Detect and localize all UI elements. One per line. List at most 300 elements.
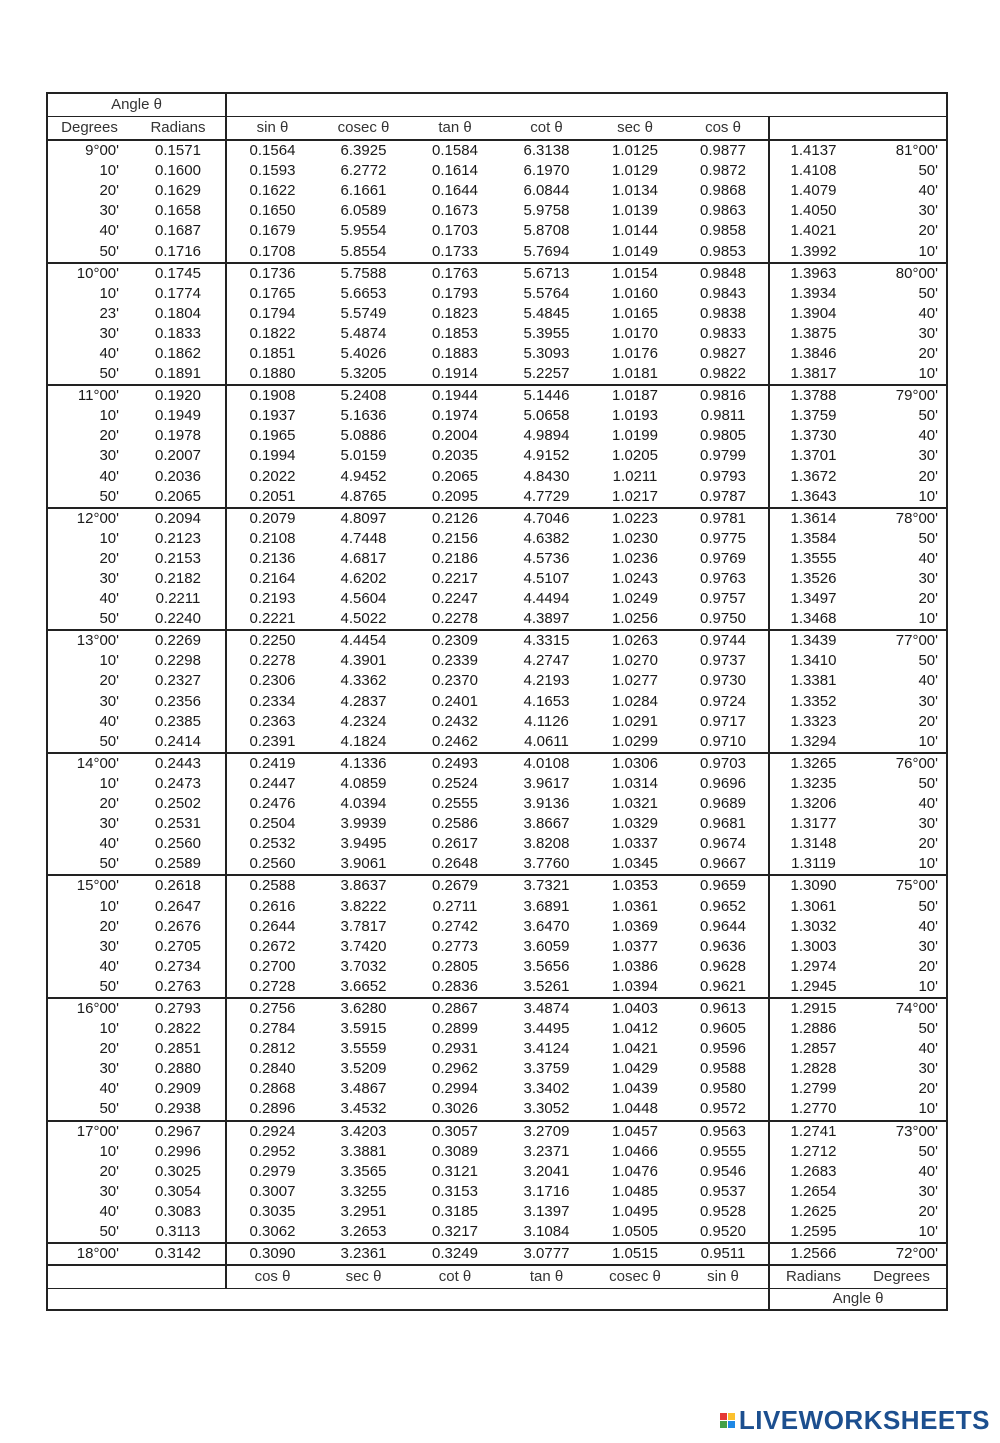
cell-sin: 0.2728: [249, 977, 296, 995]
header-col-cot: cot θ: [501, 117, 592, 141]
cell-tan: 0.2126: [409, 508, 501, 529]
cell-radians: 0.2676: [131, 917, 226, 937]
brand-logo: [720, 1404, 990, 1435]
cell-comp-degrees: 40': [918, 917, 938, 935]
cell-sec: 1.0176: [612, 344, 658, 362]
cell-cos: 0.9520: [678, 1222, 769, 1243]
table-row: [47, 364, 947, 385]
cell-comp-radians: 1.3672: [790, 467, 837, 485]
cell-tan: 0.2370: [432, 672, 478, 690]
cell-comp-radians: 1.3294: [790, 732, 837, 750]
cell-radians: 0.3054: [131, 1182, 226, 1202]
header-columns-row: [47, 117, 947, 141]
cell-cosec: 3.4867: [340, 1080, 387, 1098]
cell-comp-degrees: 20': [918, 344, 938, 362]
cell-comp-radians: 1.2945: [790, 977, 837, 995]
cell-cosec: 5.4874: [340, 324, 387, 342]
cell-cosec: 6.1661: [340, 182, 387, 200]
cell-degrees: 30': [99, 202, 119, 220]
table-row: [47, 834, 947, 854]
cell-comp-radians: 1.2799: [790, 1080, 837, 1098]
cell-cot: 4.2193: [523, 672, 570, 690]
cell-degrees: 40': [99, 222, 119, 240]
cell-cos: 0.9644: [678, 917, 769, 937]
cell-cot: 5.9758: [523, 202, 570, 220]
table-row: [47, 529, 947, 549]
cell-radians: 0.2153: [131, 549, 226, 569]
cell-comp-degrees: 20': [918, 590, 938, 608]
cell-tan: 0.1703: [432, 222, 478, 240]
cell-cosec: 5.9554: [340, 222, 387, 240]
table-row: [47, 774, 947, 794]
footer-columns-row: [47, 1265, 947, 1289]
cell-cot: 4.1126: [524, 712, 569, 730]
cell-sec: 1.0170: [612, 324, 658, 342]
cell-sin: 0.1564: [226, 140, 318, 161]
cell-sec: 1.0457: [592, 1121, 678, 1142]
cell-comp-radians: 1.3032: [790, 917, 837, 935]
cell-comp-degrees: 10': [918, 732, 938, 750]
table-row: [47, 957, 947, 977]
cell-sin: 0.2812: [249, 1040, 296, 1058]
cell-comp-degrees: 75°00': [857, 875, 947, 896]
cell-comp-radians: 1.3061: [790, 897, 837, 915]
cell-comp-radians: 1.2915: [769, 998, 857, 1019]
cell-radians: 0.2240: [131, 609, 226, 630]
cell-degrees: 10': [99, 1142, 119, 1160]
cell-comp-radians: 1.2886: [790, 1020, 837, 1038]
table-row: [47, 1059, 947, 1079]
cell-cos: 0.9528: [678, 1202, 769, 1222]
table-row: [47, 609, 947, 630]
cell-comp-degrees: 50': [918, 162, 938, 180]
cell-tan: 0.2004: [432, 427, 478, 445]
cell-cot: 5.5764: [523, 284, 570, 302]
cell-cot: 4.6382: [523, 529, 570, 547]
cell-cosec: 5.3205: [340, 365, 387, 383]
cell-cot: 4.2747: [523, 652, 570, 670]
cell-cot: 3.7760: [523, 855, 570, 873]
cell-cosec: 3.4532: [340, 1100, 387, 1118]
cell-cot: 3.4124: [523, 1040, 570, 1058]
cell-cot: 3.9136: [523, 795, 570, 813]
cell-cot: 3.0777: [501, 1243, 592, 1265]
cell-cosec: 4.8097: [318, 508, 409, 529]
cell-sec: 1.0129: [612, 162, 658, 180]
cell-tan: 0.2493: [409, 753, 501, 774]
cell-comp-radians: 1.3614: [769, 508, 857, 529]
cell-comp-degrees: 10': [918, 855, 938, 873]
cell-tan: 0.1763: [409, 263, 501, 284]
cell-cot: 5.4845: [523, 304, 570, 322]
cell-sec: 1.0139: [612, 202, 658, 220]
cell-comp-degrees: 10': [918, 977, 938, 995]
cell-cos: 0.9628: [678, 957, 769, 977]
cell-sin: 0.2672: [249, 937, 296, 955]
cell-degrees: 10': [99, 529, 119, 547]
cell-comp-degrees: 30': [918, 937, 938, 955]
cell-tan: 0.2931: [432, 1040, 478, 1058]
cell-cot: 3.3402: [523, 1080, 570, 1098]
cell-sec: 1.0369: [612, 917, 658, 935]
cell-comp-radians: 1.3992: [790, 242, 837, 260]
cell-tan: 0.2711: [432, 897, 478, 915]
cell-comp-degrees: 80°00': [857, 263, 947, 284]
cell-degrees: 20': [99, 917, 119, 935]
cell-tan: 0.2555: [432, 795, 478, 813]
header-col-cos: cos θ: [678, 117, 769, 141]
cell-tan: 0.1853: [432, 324, 478, 342]
cell-cos: 0.9696: [678, 774, 769, 794]
cell-tan: 0.3026: [432, 1100, 478, 1118]
cell-comp-radians: 1.3003: [790, 937, 837, 955]
cell-sec: 1.0249: [612, 590, 658, 608]
cell-comp-degrees: 77°00': [857, 630, 947, 651]
cell-sin: 0.1908: [226, 385, 318, 406]
cell-cosec: 3.8222: [340, 897, 387, 915]
cell-cot: 6.0844: [523, 182, 570, 200]
cell-sec: 1.0181: [612, 365, 658, 383]
cell-sin: 0.3090: [226, 1243, 318, 1265]
footer-degrees: Degrees: [857, 1265, 947, 1289]
cell-tan: 0.1644: [432, 182, 478, 200]
footer-angle-row: [47, 1289, 947, 1311]
cell-tan: 0.3185: [432, 1202, 478, 1220]
table-row: [47, 1222, 947, 1243]
cell-comp-radians: 1.2828: [790, 1060, 837, 1078]
cell-cot: 4.5736: [523, 549, 570, 567]
cell-comp-degrees: 30': [918, 1182, 938, 1200]
cell-cos: 0.9843: [678, 284, 769, 304]
cell-sin: 0.2756: [226, 998, 318, 1019]
cell-tan: 0.3121: [432, 1162, 478, 1180]
footer-blank: [47, 1265, 226, 1289]
cell-degrees: 40': [99, 467, 119, 485]
table-row: [47, 1019, 947, 1039]
table-row: [47, 487, 947, 508]
table-row: [47, 241, 947, 262]
cell-tan: 0.1974: [432, 407, 478, 425]
cell-sec: 1.0386: [612, 957, 658, 975]
cell-tan: 0.1584: [409, 140, 501, 161]
cell-radians: 0.1891: [131, 364, 226, 385]
cell-radians: 0.1920: [131, 385, 226, 406]
cell-cosec: 4.6817: [340, 549, 387, 567]
table-row: [47, 181, 947, 201]
cell-cot: 5.8708: [523, 222, 570, 240]
cell-degrees: 30': [99, 570, 119, 588]
table-row: [47, 1039, 947, 1059]
cell-sec: 1.0154: [592, 263, 678, 284]
cell-sin: 0.2051: [249, 487, 296, 505]
cell-comp-degrees: 50': [918, 897, 938, 915]
brand-text: LIVEWORKSHEETS: [738, 1404, 990, 1435]
cell-sin: 0.2840: [249, 1060, 296, 1078]
cell-cot: 5.3093: [523, 344, 570, 362]
cell-cot: 3.1716: [523, 1182, 570, 1200]
cell-sec: 1.0160: [612, 284, 658, 302]
cell-degrees: 20': [99, 549, 119, 567]
cell-comp-degrees: 40': [918, 304, 938, 322]
cell-degrees: 30': [99, 937, 119, 955]
table-row: [47, 324, 947, 344]
trig-table: [46, 92, 948, 1311]
cell-tan: 0.1823: [432, 304, 478, 322]
cell-sin: 0.1650: [249, 202, 296, 220]
footer-radians: Radians: [769, 1265, 857, 1289]
cell-radians: 0.2647: [131, 896, 226, 916]
cell-comp-degrees: 10': [918, 242, 938, 260]
cell-cos: 0.9605: [678, 1019, 769, 1039]
table-row: [47, 917, 947, 937]
cell-cos: 0.9863: [678, 201, 769, 221]
cell-degrees: 50': [99, 1223, 119, 1241]
cell-cos: 0.9769: [678, 549, 769, 569]
cell-cosec: 6.3925: [318, 140, 409, 161]
cell-radians: 0.2531: [131, 814, 226, 834]
cell-comp-radians: 1.3817: [790, 365, 837, 383]
cell-cosec: 3.2361: [318, 1243, 409, 1265]
cell-sec: 1.0284: [612, 692, 658, 710]
cell-comp-radians: 1.3497: [790, 590, 837, 608]
cell-sec: 1.0256: [612, 610, 658, 628]
cell-radians: 0.1978: [131, 426, 226, 446]
cell-comp-degrees: 50': [918, 1142, 938, 1160]
cell-cot: 3.4874: [501, 998, 592, 1019]
cell-radians: 0.2094: [131, 508, 226, 529]
cell-tan: 0.2679: [409, 875, 501, 896]
cell-comp-degrees: 30': [918, 692, 938, 710]
cell-cosec: 4.2324: [340, 712, 387, 730]
cell-cosec: 6.2772: [340, 162, 387, 180]
cell-sec: 1.0230: [612, 529, 658, 547]
cell-sec: 1.0125: [592, 140, 678, 161]
cell-cot: 3.7321: [501, 875, 592, 896]
cell-tan: 0.2432: [432, 712, 478, 730]
cell-sin: 0.2193: [249, 590, 296, 608]
cell-sec: 1.0412: [612, 1020, 658, 1038]
cell-cos: 0.9838: [678, 304, 769, 324]
table-row: [47, 896, 947, 916]
cell-radians: 0.2182: [131, 569, 226, 589]
cell-sec: 1.0505: [612, 1223, 658, 1241]
cell-comp-degrees: 20': [918, 1202, 938, 1220]
cell-sec: 1.0223: [592, 508, 678, 529]
table-row: [47, 1142, 947, 1162]
cell-degrees: 15°00': [47, 875, 131, 896]
cell-tan: 0.1883: [432, 344, 478, 362]
cell-sec: 1.0314: [612, 774, 658, 792]
cell-degrees: 40': [99, 712, 119, 730]
cell-cosec: 4.3901: [340, 652, 387, 670]
cell-degrees: 13°00': [47, 630, 131, 651]
cell-sec: 1.0394: [612, 977, 658, 995]
cell-radians: 0.2007: [131, 446, 226, 466]
cell-degrees: 20': [99, 427, 119, 445]
cell-comp-radians: 1.3323: [790, 712, 837, 730]
cell-comp-radians: 1.2857: [790, 1040, 837, 1058]
footer-col-cos: cos θ: [226, 1265, 318, 1289]
cell-sec: 1.0217: [612, 487, 658, 505]
cell-sin: 0.3062: [249, 1223, 296, 1241]
cell-sin: 0.1593: [249, 162, 296, 180]
cell-comp-radians: 1.3759: [790, 407, 837, 425]
cell-cosec: 4.6202: [340, 570, 387, 588]
cell-sin: 0.3007: [249, 1182, 296, 1200]
cell-radians: 0.2560: [131, 834, 226, 854]
cell-degrees: 10': [99, 162, 119, 180]
cell-degrees: 30': [99, 324, 119, 342]
cell-comp-radians: 1.2770: [790, 1100, 837, 1118]
cell-tan: 0.3249: [409, 1243, 501, 1265]
cell-comp-degrees: 10': [918, 365, 938, 383]
cell-cos: 0.9799: [678, 446, 769, 466]
cell-cosec: 4.7448: [340, 529, 387, 547]
cell-comp-degrees: 40': [918, 549, 938, 567]
cell-tan: 0.2186: [432, 549, 478, 567]
cell-cot: 5.3955: [523, 324, 570, 342]
cell-sin: 0.2306: [249, 672, 296, 690]
cell-cos: 0.9793: [678, 467, 769, 487]
cell-comp-radians: 1.2683: [790, 1162, 837, 1180]
cell-cosec: 5.7588: [318, 263, 409, 284]
cell-radians: 0.2414: [131, 732, 226, 753]
cell-cot: 3.9617: [523, 774, 570, 792]
cell-tan: 0.2462: [432, 732, 478, 750]
cell-comp-radians: 1.4021: [790, 222, 837, 240]
cell-tan: 0.2524: [432, 774, 478, 792]
cell-sin: 0.2391: [249, 732, 296, 750]
footer-col-sin: sin θ: [678, 1265, 769, 1289]
cell-cos: 0.9877: [678, 140, 769, 161]
cell-cos: 0.9652: [678, 896, 769, 916]
cell-sin: 0.2644: [249, 917, 296, 935]
cell-comp-degrees: 30': [918, 570, 938, 588]
cell-cosec: 3.9495: [340, 835, 387, 853]
cell-cosec: 3.9939: [340, 815, 387, 833]
table-row: [47, 446, 947, 466]
cell-degrees: 50': [99, 732, 119, 750]
cell-cos: 0.9833: [678, 324, 769, 344]
table-row: [47, 284, 947, 304]
cell-sin: 0.1965: [249, 427, 296, 445]
cell-radians: 0.2938: [131, 1099, 226, 1120]
cell-tan: 0.1614: [432, 162, 478, 180]
cell-sin: 0.2979: [249, 1162, 296, 1180]
cell-cot: 6.3138: [501, 140, 592, 161]
table-row: [47, 1162, 947, 1182]
cell-cosec: 4.0859: [340, 774, 387, 792]
cell-degrees: 40': [99, 1202, 119, 1220]
cell-sin: 0.2504: [249, 815, 296, 833]
cell-sec: 1.0299: [612, 732, 658, 750]
cell-sin: 0.2868: [249, 1080, 296, 1098]
cell-degrees: 50': [99, 977, 119, 995]
cell-comp-degrees: 20': [918, 835, 938, 853]
cell-comp-radians: 1.2566: [769, 1243, 857, 1265]
cell-tan: 0.3217: [432, 1223, 478, 1241]
cell-cos: 0.9872: [678, 161, 769, 181]
cell-comp-radians: 1.3788: [769, 385, 857, 406]
cell-sec: 1.0345: [612, 855, 658, 873]
cell-degrees: 20': [99, 795, 119, 813]
cell-cos: 0.9659: [678, 875, 769, 896]
cell-degrees: 30': [99, 1182, 119, 1200]
cell-cot: 5.6713: [501, 263, 592, 284]
cell-radians: 0.2502: [131, 794, 226, 814]
cell-sec: 1.0193: [612, 407, 658, 425]
cell-cosec: 5.0886: [340, 427, 387, 445]
cell-sec: 1.0337: [612, 835, 658, 853]
cell-degrees: 50': [99, 365, 119, 383]
cell-cosec: 3.5915: [340, 1020, 387, 1038]
cell-cosec: 5.2408: [318, 385, 409, 406]
cell-cot: 3.5261: [523, 977, 570, 995]
cell-radians: 0.2065: [131, 487, 226, 508]
table-row: [47, 712, 947, 732]
cell-radians: 0.1629: [131, 181, 226, 201]
cell-degrees: 50': [99, 242, 119, 260]
table-row: [47, 1121, 947, 1142]
cell-radians: 0.1571: [131, 140, 226, 161]
cell-cot: 5.7694: [523, 242, 570, 260]
cell-sin: 0.2588: [226, 875, 318, 896]
cell-tan: 0.1673: [432, 202, 478, 220]
cell-comp-radians: 1.3235: [790, 774, 837, 792]
cell-degrees: 30': [99, 815, 119, 833]
cell-sec: 1.0270: [612, 652, 658, 670]
cell-cos: 0.9537: [678, 1182, 769, 1202]
cell-sin: 0.2221: [249, 610, 296, 628]
cell-comp-radians: 1.4108: [790, 162, 837, 180]
cell-cosec: 4.4454: [318, 630, 409, 651]
cell-degrees: 9°00': [47, 140, 131, 161]
table-row: [47, 977, 947, 998]
cell-comp-degrees: 79°00': [857, 385, 947, 406]
cell-cot: 3.2371: [523, 1142, 570, 1160]
header-col-tan: tan θ: [409, 117, 501, 141]
cell-cosec: 5.5749: [340, 304, 387, 322]
cell-comp-radians: 1.3934: [790, 284, 837, 302]
cell-cos: 0.9744: [678, 630, 769, 651]
footer-col-cosec: cosec θ: [592, 1265, 678, 1289]
cell-tan: 0.2156: [432, 529, 478, 547]
cell-radians: 0.3113: [131, 1222, 226, 1243]
cell-radians: 0.3142: [131, 1243, 226, 1265]
cell-radians: 0.2822: [131, 1019, 226, 1039]
cell-cos: 0.9858: [678, 221, 769, 241]
table-row: [47, 304, 947, 324]
cell-cosec: 3.8637: [318, 875, 409, 896]
cell-tan: 0.2742: [432, 917, 478, 935]
header-radians: Radians: [131, 117, 226, 141]
cell-degrees: 20': [99, 1040, 119, 1058]
cell-tan: 0.2962: [432, 1060, 478, 1078]
cell-sin: 0.3035: [249, 1202, 296, 1220]
cell-cosec: 5.0159: [340, 447, 387, 465]
footer-col-cot: cot θ: [409, 1265, 501, 1289]
cell-tan: 0.2035: [432, 447, 478, 465]
cell-cos: 0.9811: [678, 406, 769, 426]
cell-tan: 0.2095: [432, 487, 478, 505]
table-row: [47, 508, 947, 529]
cell-radians: 0.2851: [131, 1039, 226, 1059]
cell-cot: 3.8208: [523, 835, 570, 853]
cell-cos: 0.9717: [678, 712, 769, 732]
cell-comp-radians: 1.4079: [790, 182, 837, 200]
cell-sin: 0.2022: [249, 467, 296, 485]
cell-cosec: 3.5209: [340, 1060, 387, 1078]
